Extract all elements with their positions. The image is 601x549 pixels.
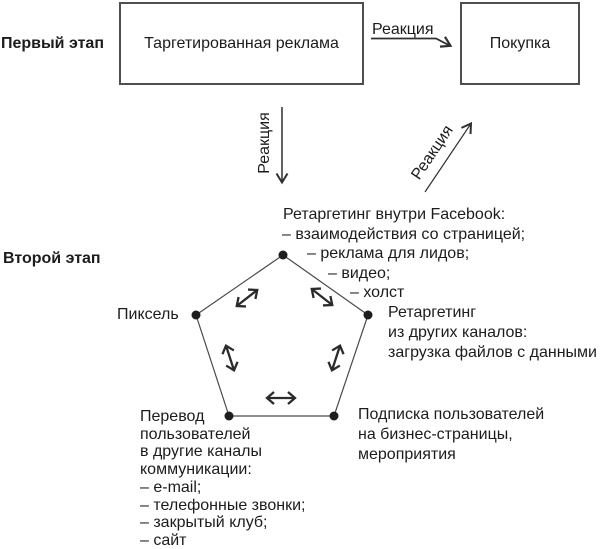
stage1-label: Первый этап <box>1 35 104 52</box>
vertex-dot-bottom-right <box>330 412 339 421</box>
top-node-item-3: – видео; <box>328 264 391 282</box>
targeted-ads-box <box>119 2 364 85</box>
pentagon-left-node-label: Пиксель <box>117 306 179 323</box>
stage2-label: Второй этап <box>3 250 101 267</box>
right-node-line-2: из других каналов: <box>388 324 528 341</box>
pentagon-bottom-left-node-label <box>140 408 305 549</box>
double-arrow-left-icon <box>220 344 239 372</box>
right-node-line-3: загрузка файлов с данными <box>388 344 597 361</box>
bottom-left-line-4: коммуникации: <box>140 461 252 479</box>
down-arrow-icon <box>277 107 288 183</box>
double-arrow-right-icon <box>326 344 345 372</box>
bottom-right-line-1: Подписка пользователей <box>358 406 545 423</box>
bottom-right-line-2: на бизнес-страницы, <box>358 426 513 443</box>
bottom-left-line-8: – сайт <box>140 531 187 549</box>
stage1-reaction-arrow-label: Реакция <box>372 21 434 38</box>
bottom-left-line-3: в другие каналы <box>140 443 262 461</box>
pentagon-right-node-label <box>388 303 597 363</box>
top-node-item-1: – взаимодействия со страницей; <box>282 225 526 243</box>
pentagon-edge-left <box>196 315 229 416</box>
purchase-box <box>460 2 580 85</box>
up-reaction-arrow-label: Реакция <box>408 122 457 183</box>
vertex-dot-left <box>192 311 201 320</box>
top-node-item-2: – реклама для лидов; <box>307 245 470 262</box>
bottom-left-line-5: – e-mail; <box>140 478 202 496</box>
bottom-left-line-2: пользователей <box>140 425 251 443</box>
targeted-ads-box-label: Таргетированная реклама <box>144 34 339 52</box>
purchase-box-label: Покупка <box>489 34 551 52</box>
pentagon-bottom-right-node-label <box>358 405 544 465</box>
top-node-item-4: – холст <box>350 284 405 301</box>
double-arrow-bottom-icon <box>267 392 295 404</box>
bottom-left-line-6: – телефонные звонки; <box>140 496 306 514</box>
double-arrow-top-left-icon <box>233 285 261 310</box>
right-node-line-1: Ретаргетинг <box>388 304 477 321</box>
bottom-left-line-7: – закрытый клуб; <box>140 514 268 532</box>
bottom-right-line-3: мероприятия <box>358 446 456 463</box>
bottom-left-line-1: Перевод <box>140 408 205 425</box>
pentagon-top-node-label <box>282 205 525 303</box>
top-node-title: Ретаргетинг внутри Facebook: <box>283 206 506 223</box>
down-reaction-arrow-label: Реакция <box>256 112 273 174</box>
vertex-dot-right <box>364 311 373 320</box>
